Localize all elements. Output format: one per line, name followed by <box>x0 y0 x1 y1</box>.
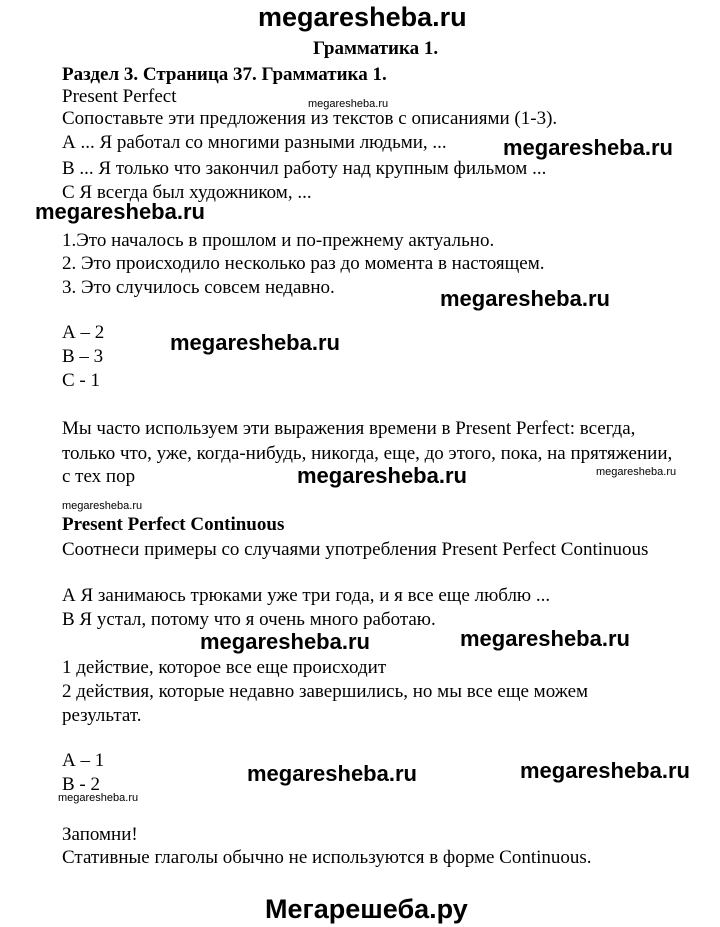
page-title: Грамматика 1. <box>313 38 439 59</box>
task-1-instruction: Сопоставьте эти предложения из текстов с описаниями (1-3). <box>62 108 558 129</box>
watermark-large: megaresheba.ru <box>520 758 690 783</box>
case-1: 1 действие, которое все еще происходит <box>62 657 387 678</box>
sentence-c: С Я всегда был художником, ... <box>62 182 312 203</box>
example-b: В Я устал, потому что я очень много работаю. <box>62 609 436 630</box>
watermark-large: megaresheba.ru <box>440 286 610 311</box>
watermark-small: megaresheba.ru <box>308 98 389 110</box>
stative-note: Стативные глаголы обычно не используются в форме Continuous. <box>62 847 592 868</box>
watermark-top: megaresheba.ru <box>258 2 467 32</box>
description-3: 3. Это случилось совсем недавно. <box>62 277 335 298</box>
watermark-large: megaresheba.ru <box>503 135 673 160</box>
description-1: 1.Это началось в прошлом и по-прежнему актуально. <box>62 230 495 251</box>
time-expressions-line-2: только что, уже, когда-нибудь, никогда, еще, до этого, пока, на прятяжении, <box>62 443 673 464</box>
answer-1-a: А – 2 <box>62 322 105 343</box>
watermark-large: megaresheba.ru <box>460 626 630 651</box>
remember-label: Запомни! <box>62 824 138 845</box>
answer-2-a: А – 1 <box>62 750 105 771</box>
present-perfect-label: Present Perfect <box>62 86 177 107</box>
sentence-a: А ... Я работал со многими разными людьми, ... <box>62 132 447 153</box>
time-expressions-line-3: с тех пор <box>62 466 136 487</box>
watermark-large: megaresheba.ru <box>170 330 340 355</box>
case-2-line-2: результат. <box>62 705 142 726</box>
description-2: 2. Это происходило несколько раз до момента в настоящем. <box>62 253 545 274</box>
answer-2-b: В - 2 <box>62 774 100 795</box>
watermark-large: megaresheba.ru <box>247 761 417 786</box>
watermark-small: megaresheba.ru <box>62 500 143 512</box>
example-a: А Я занимаюсь трюками уже три года, и я все еще люблю ... <box>62 585 551 606</box>
time-expressions-line-1: Мы часто используем эти выражения времени в Present Perfect: всегда, <box>62 418 636 439</box>
case-2-line-1: 2 действия, которые недавно завершились, но мы все еще можем <box>62 681 589 702</box>
ppc-heading: Present Perfect Continuous <box>62 514 285 535</box>
answer-1-b: В – 3 <box>62 346 104 367</box>
watermark-large: megaresheba.ru <box>35 199 205 224</box>
watermark-small: megaresheba.ru <box>58 792 139 804</box>
watermark-large: megaresheba.ru <box>200 629 370 654</box>
sentence-b: В ... Я только что закончил работу над крупным фильмом ... <box>62 158 547 179</box>
section-heading: Раздел 3. Страница 37. Грамматика 1. <box>62 64 387 85</box>
watermark-small: megaresheba.ru <box>596 466 677 478</box>
answer-1-c: С - 1 <box>62 370 100 391</box>
watermark-bottom: Мегарешеба.ру <box>265 894 468 924</box>
watermark-large: megaresheba.ru <box>297 463 467 488</box>
task-2-instruction: Соотнеси примеры со случаями употребления Present Perfect Continuous <box>62 539 649 560</box>
